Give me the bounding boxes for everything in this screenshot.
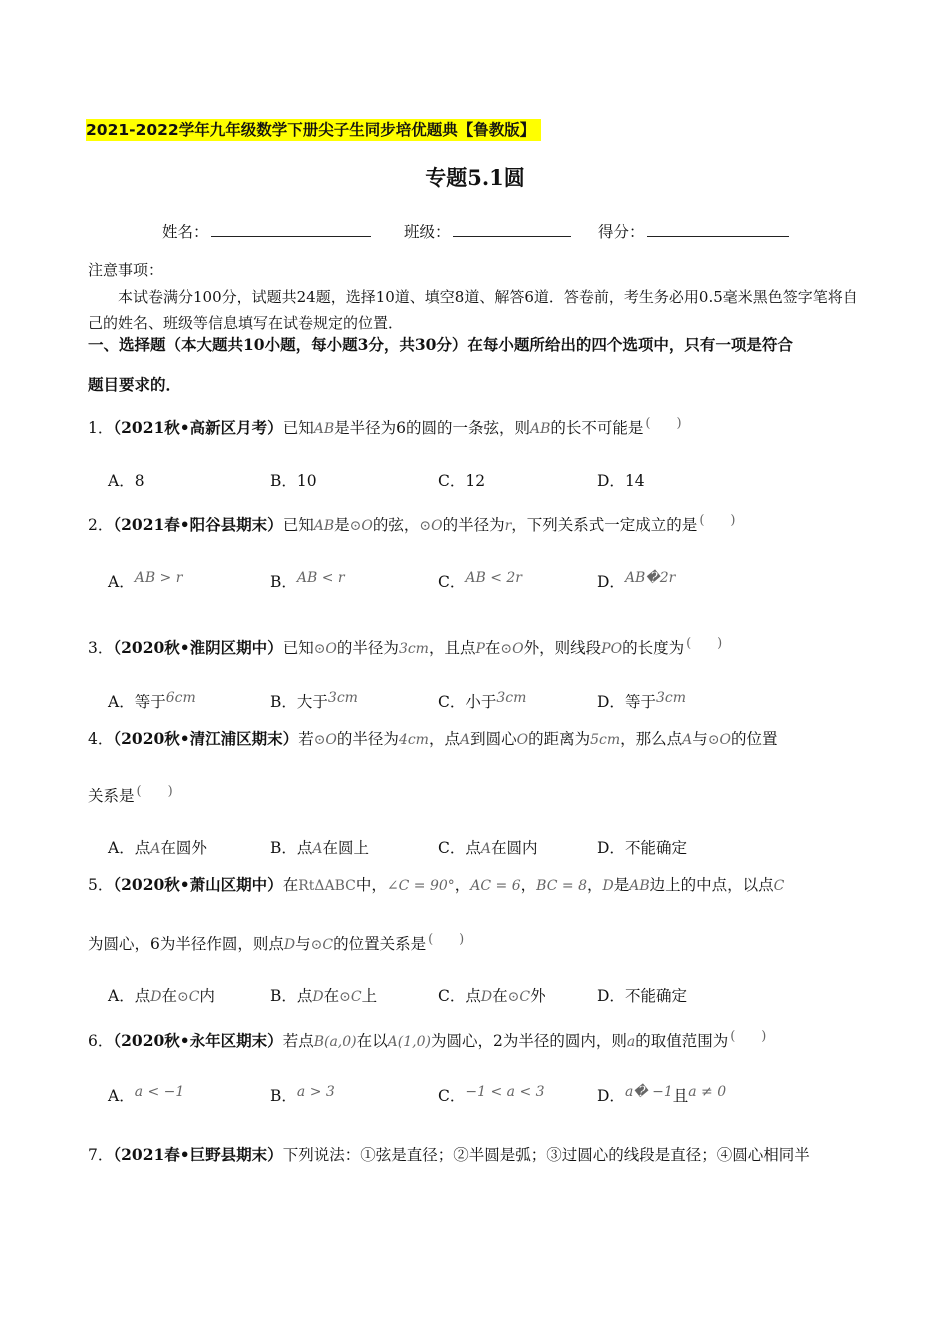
math: r [504,518,512,534]
option-text: 不能确定 [624,839,687,857]
q5-option-b[interactable] [270,984,377,1006]
name-blank[interactable] [211,222,371,237]
notice-heading: 注意事项： [88,261,164,279]
notice-body: 本试卷满分100分，试题共24题，选择10道、填空8道、解答6道．答卷前，考生务必用0.5毫米黑色签字笔将自己的姓名、班级等信息填写在试卷规定的位置． [88,288,858,332]
option-label: A． [108,573,135,591]
class-label: 班级： [404,223,451,241]
q-text: 的取值范围为 [635,1032,729,1050]
score-blank[interactable] [647,222,789,237]
question-source: （2020秋•清江浦区期末） [113,729,299,748]
math: PO [601,641,623,657]
option-text: 内 [199,987,215,1005]
q-text: ，那么点 [620,730,683,748]
question-3 [88,632,722,658]
question-source: （2021春•阳谷县期末） [113,515,283,534]
answer-paren: ( ) [699,513,736,528]
q4-option-b[interactable] [270,836,369,858]
answer-paren: ( ) [730,1029,767,1044]
q-text: 的长不可能是 [550,419,644,437]
q-text: 已知 [282,419,314,437]
math: ⊙O [313,641,337,657]
option-text: 小于 [465,693,497,711]
q6-option-b[interactable] [270,1084,335,1106]
question-number: 4． [88,730,114,748]
question-source: （2021春•巨野县期末） [113,1145,283,1164]
option-text: 在圆内 [491,839,538,857]
option-text: 等于 [624,693,656,711]
option-text: 在圆上 [322,839,370,857]
option-text: 在 [492,987,508,1005]
q1-option-c[interactable] [438,469,485,491]
option-label: C． [438,987,466,1005]
option-label: B． [270,573,297,591]
math: O [516,732,529,748]
option-math: a < −1 [134,1084,185,1100]
option-text: 在 [161,987,177,1005]
q6-option-c[interactable] [438,1084,545,1106]
q-text: 是 [613,876,630,894]
option-label: D． [597,1087,625,1105]
math: a [626,1034,636,1050]
option-math: 3cm [496,690,527,706]
option-text: 大于 [296,693,328,711]
q5-option-a[interactable] [108,984,215,1006]
header-banner: 2021-2022学年九年级数学下册尖子生同步培优题典【鲁教版】 [86,119,541,141]
answer-paren: ( ) [136,784,173,799]
option-text: 等于 [134,693,166,711]
math: AB [529,421,551,437]
q6-option-d[interactable] [597,1084,726,1106]
option-math: ⊙C [339,989,362,1005]
score-field[interactable] [598,220,789,242]
q3-option-a[interactable] [108,690,196,712]
q-text: 若点 [282,1032,314,1050]
option-math: a ≠ 0 [688,1084,727,1100]
math: ⊙O [500,641,524,657]
q-text: 与 [692,730,708,748]
option-label: A． [108,1087,135,1105]
option-text: 在 [323,987,340,1005]
q-text: 外，则线段 [523,639,602,657]
option-math: A [150,841,161,857]
q-text: 若 [298,730,314,748]
option-math: D [312,989,324,1005]
option-text: 不能确定 [624,987,687,1005]
option-math: 3cm [327,690,358,706]
answer-paren: ( ) [428,932,465,947]
q5-option-d[interactable] [597,984,687,1006]
option-text: 上 [361,987,378,1005]
q-text: 关系是 [88,787,135,805]
option-text: 点 [134,839,151,857]
q-text: 在 [484,639,501,657]
q-text: 的长度为 [622,639,685,657]
option-text: 在圆外 [160,839,207,857]
option-label: B． [270,987,297,1005]
q4-option-c[interactable] [438,836,538,858]
question-1 [88,412,682,438]
math: ⊙O [419,518,443,534]
q3-option-d[interactable] [597,690,686,712]
q-text: 是半径为6的圆的一条弦，则 [334,419,530,437]
option-text: 且 [672,1087,689,1105]
q-text: 为圆心，6为半径作圆，则点 [88,935,284,953]
option-text: 12 [465,472,486,490]
q2-option-c[interactable] [438,570,522,592]
q-text: 边上的中点，以点 [649,876,774,894]
q4-option-a[interactable] [108,836,207,858]
q-text: 在 [282,876,299,894]
option-math: AB < r [296,570,345,586]
option-math: AB < 2r [465,570,523,586]
q1-option-a[interactable] [108,469,145,491]
class-field[interactable] [404,220,571,242]
math: AB [629,878,650,894]
question-source: （2020秋•淮阴区期中） [113,638,283,657]
option-label: C． [438,839,466,857]
option-text: 点 [134,987,151,1005]
q-text: ，点 [428,730,460,748]
question-number: 5． [88,876,114,894]
q-text: 是 [334,516,350,534]
option-math: D [150,989,162,1005]
option-text: 点 [296,839,313,857]
math: RtΔABC [298,878,356,894]
q3-option-b[interactable] [270,690,358,712]
option-label: D． [597,573,625,591]
q1-option-d[interactable] [597,469,645,491]
option-math: 6cm [165,690,196,706]
question-5 [88,873,784,895]
math: A [459,732,471,748]
q1-option-b[interactable] [270,469,317,491]
math: BC = 8 [536,878,587,894]
q-text: 的半径为 [336,639,399,657]
answer-paren: ( ) [645,416,682,431]
math: D [602,878,614,894]
option-label: A． [108,987,135,1005]
option-math: a� −1 [624,1084,673,1100]
option-label: D． [597,839,625,857]
question-6 [88,1025,766,1051]
q4-option-d[interactable] [597,836,687,858]
name-field[interactable] [162,220,371,242]
question-number: 3． [88,639,114,657]
q-text: ， [520,876,537,894]
math: B(a,0) [313,1034,357,1050]
math: AB [313,421,335,437]
math: D [283,937,296,953]
answer-paren: ( ) [686,636,723,651]
option-text: 点 [465,987,481,1005]
math: ⊙C [310,937,334,953]
math: 4cm [398,732,429,748]
option-math: −1 < a < 3 [465,1084,545,1100]
q-text: 在以 [356,1032,388,1050]
q2-option-b[interactable] [270,570,345,592]
option-math: ⊙C [176,989,200,1005]
question-4 [88,727,778,749]
q-text: ，且点 [428,639,476,657]
option-math: ⊙C [507,989,531,1005]
option-label: C． [438,472,466,490]
name-label: 姓名： [162,223,209,241]
math: A(1,0) [387,1034,431,1050]
math: A [682,732,693,748]
option-text: 8 [134,472,145,490]
math: 3cm [398,641,429,657]
math: C [773,878,785,894]
question-number: 6． [88,1032,114,1050]
question-source: （2021秋•高新区月考） [113,418,283,437]
q-text: 的位置关系是 [333,935,427,953]
option-label: C． [438,1087,466,1105]
q2-option-d[interactable] [597,570,675,592]
math: ⊙O [707,732,732,748]
option-label: B． [270,693,297,711]
q-text: 的半径为 [336,730,399,748]
math: P [475,641,485,657]
option-math: AB�2r [624,570,676,586]
q-text: ，下列关系式一定成立的是 [511,516,698,534]
option-math: A [480,841,492,857]
question-4-line2 [88,780,173,806]
option-label: D． [597,987,625,1005]
option-text: 外 [530,987,546,1005]
option-label: B． [270,472,297,490]
math: ⊙O [349,518,373,534]
q-text: ， [454,876,471,894]
q-text: ， [586,876,603,894]
option-text: 14 [624,472,645,490]
q-text: 为圆心，2为半径的圆内，则 [430,1032,627,1050]
option-math: AB > r [134,570,183,586]
q-text: 下列说法：①弦是直径；②半圆是弧；③过圆心的线段是直径；④圆心相同半 [282,1146,810,1164]
question-5-line2 [88,928,464,954]
q-text: 到圆心 [470,730,517,748]
section-heading-line1: 一、选择题（本大题共10小题，每小题3分，共30分）在每小题所给出的四个选项中，只有一项是符合 [88,335,793,354]
option-label: A． [108,839,135,857]
option-label: D． [597,693,625,711]
question-number: 2． [88,516,114,534]
q-text: 中， [355,876,387,894]
option-math: 3cm [655,690,686,706]
math: AB [313,518,335,534]
option-math: D [480,989,493,1005]
q-text: 的半径为 [442,516,505,534]
q2-option-a[interactable] [108,570,182,592]
option-text: 10 [296,472,317,490]
q-text: 的距离为 [528,730,591,748]
option-label: D． [597,472,625,490]
option-text: 点 [296,987,313,1005]
q5-option-c[interactable] [438,984,546,1006]
question-2 [88,509,735,535]
q-text: 已知 [282,516,314,534]
question-7 [88,1143,810,1165]
math: ⊙O [313,732,337,748]
option-label: C． [438,573,466,591]
q3-option-c[interactable] [438,690,526,712]
section-heading-line2: 题目要求的． [88,375,182,394]
q-text: 与 [295,935,311,953]
page-title: 专题5.1圆 [425,165,525,190]
q6-option-a[interactable] [108,1084,184,1106]
option-label: A． [108,693,135,711]
score-label: 得分： [598,223,645,241]
question-source: （2020秋•永年区期末） [113,1031,283,1050]
math: AC = 6 [470,878,521,894]
option-label: B． [270,839,297,857]
option-math: a > 3 [296,1084,335,1100]
question-number: 7． [88,1146,114,1164]
option-math: A [312,841,323,857]
math: ∠C = 90° [386,878,455,894]
class-blank[interactable] [453,222,571,237]
q-text: 的弦， [372,516,420,534]
option-label: A． [108,472,135,490]
option-label: B． [270,1087,297,1105]
question-number: 1． [88,419,114,437]
option-label: C． [438,693,466,711]
q-text: 已知 [282,639,314,657]
question-source: （2020秋•萧山区期中） [113,875,283,894]
option-text: 点 [465,839,481,857]
math: 5cm [590,732,621,748]
q-text: 的位置 [731,730,778,748]
